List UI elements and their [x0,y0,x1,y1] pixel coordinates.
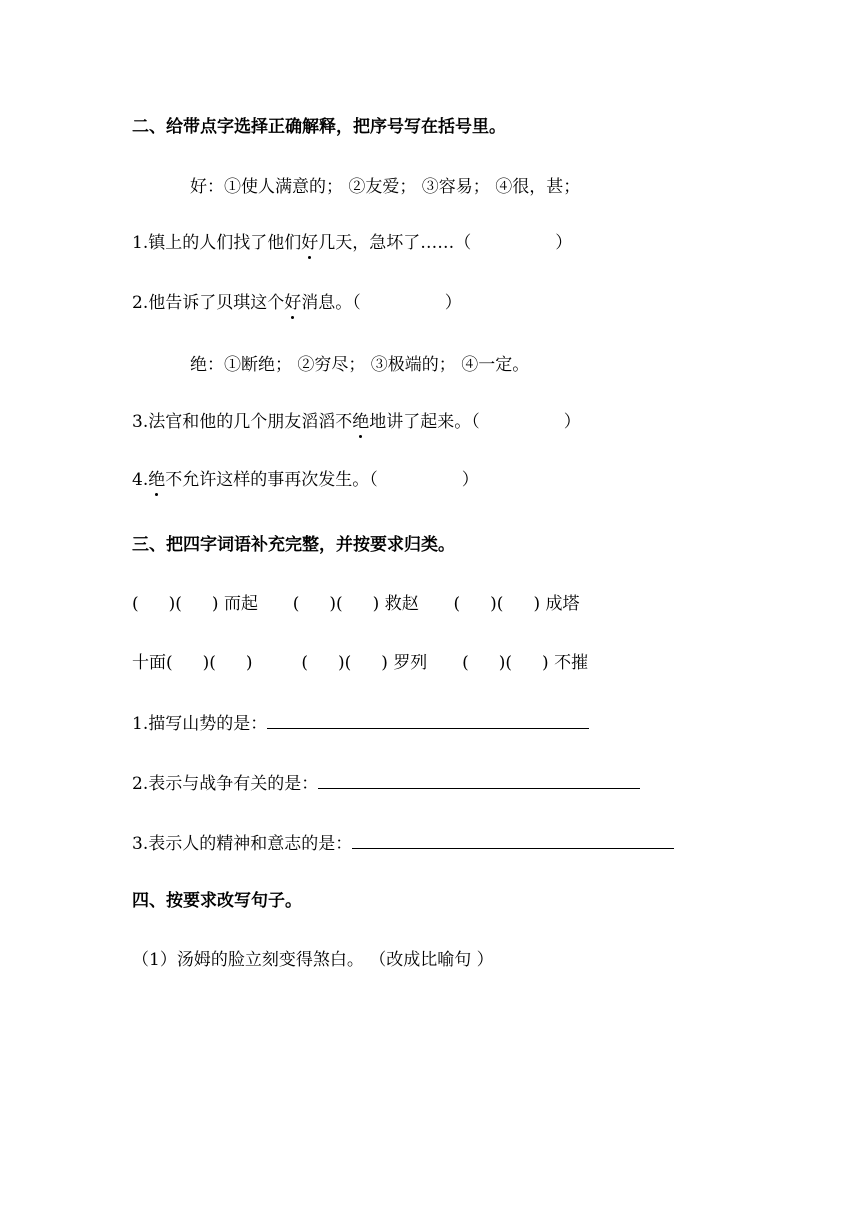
q3-paren-open: （ [471,412,480,432]
classify-2-label: 2.表示与战争有关的是： [132,774,319,794]
q1-paren-open: （ [454,233,472,253]
q1-dotted-char: 好 [301,233,319,253]
q2-paren-close: ） [444,293,462,313]
q4-text-after: 不允许这样的事再次发生。 [165,470,370,490]
question-2 [132,292,462,314]
idiom-3-suffix: 成塔 [545,594,580,614]
question-4 [132,469,479,491]
q2-text-before: 2.他告诉了贝琪这个 [132,293,285,313]
classify-3 [132,832,674,855]
idiom-5: ( )( ) 罗列 [301,653,428,673]
idiom-6: ( )( ) 不摧 [462,653,589,673]
classify-3-label: 3.表示人的精神和意志的是： [132,834,353,854]
idiom-2-suffix: 救赵 [384,594,419,614]
q3-paren-close: ） [563,412,581,432]
idiom-5-suffix: 罗列 [393,653,428,673]
idiom-3: ( )( ) 成塔 [453,594,580,614]
q3-text-after: 地讲了起来。 [369,412,472,432]
idiom-1: ( )( ) 而起 [132,594,258,614]
section-3-title: 三、把四字词语补充完整，并按要求归类。 [132,535,455,555]
q1-text-before: 1.镇上的人们找了他们 [132,233,302,253]
classify-2 [132,772,640,795]
q3-dotted-char: 绝 [352,412,370,432]
q2-dotted-char: 好 [284,293,302,313]
idiom-row-2 [132,652,588,674]
q1-text-after: 几天，急坏了…… [318,233,455,253]
section-4-title: 四、按要求改写句子。 [132,891,302,911]
idiom-2: ( )( ) 救赵 [292,594,419,614]
rewrite-question-1: （1）汤姆的脸立刻变得煞白。 （改成比喻句 ） [132,950,494,970]
idiom-row-1 [132,593,579,615]
question-3 [132,411,581,433]
question-1 [132,232,572,254]
q4-dotted-char: 绝 [148,470,166,490]
idiom-6-suffix: 不摧 [554,653,589,673]
classify-3-blank[interactable] [352,832,674,849]
hao-definitions: 好：①使人满意的； ②友爱； ③容易； ④很，甚； [190,177,581,197]
idiom-1-suffix: 而起 [223,594,258,614]
q4-paren-open: （ [369,470,378,490]
q4-text-before: 4. [132,470,149,490]
section-2-title: 二、给带点字选择正确解释，把序号写在括号里。 [132,117,506,137]
jue-definitions: 绝：①断绝； ②穷尽； ③极端的； ④一定。 [190,355,530,375]
classify-1-blank[interactable] [267,712,589,729]
classify-1 [132,712,589,735]
idiom-4: 十面( )( ) [132,653,253,673]
q4-paren-close: ） [461,470,479,490]
idiom-4-prefix: 十面 [132,653,166,673]
q1-paren-close: ） [555,233,573,253]
classify-1-label: 1.描写山势的是： [132,714,268,734]
classify-2-blank[interactable] [318,772,640,789]
q2-text-after: 消息。 [301,293,353,313]
q2-paren-open: （ [352,293,361,313]
q3-text-before: 3.法官和他的几个朋友滔滔不 [132,412,353,432]
